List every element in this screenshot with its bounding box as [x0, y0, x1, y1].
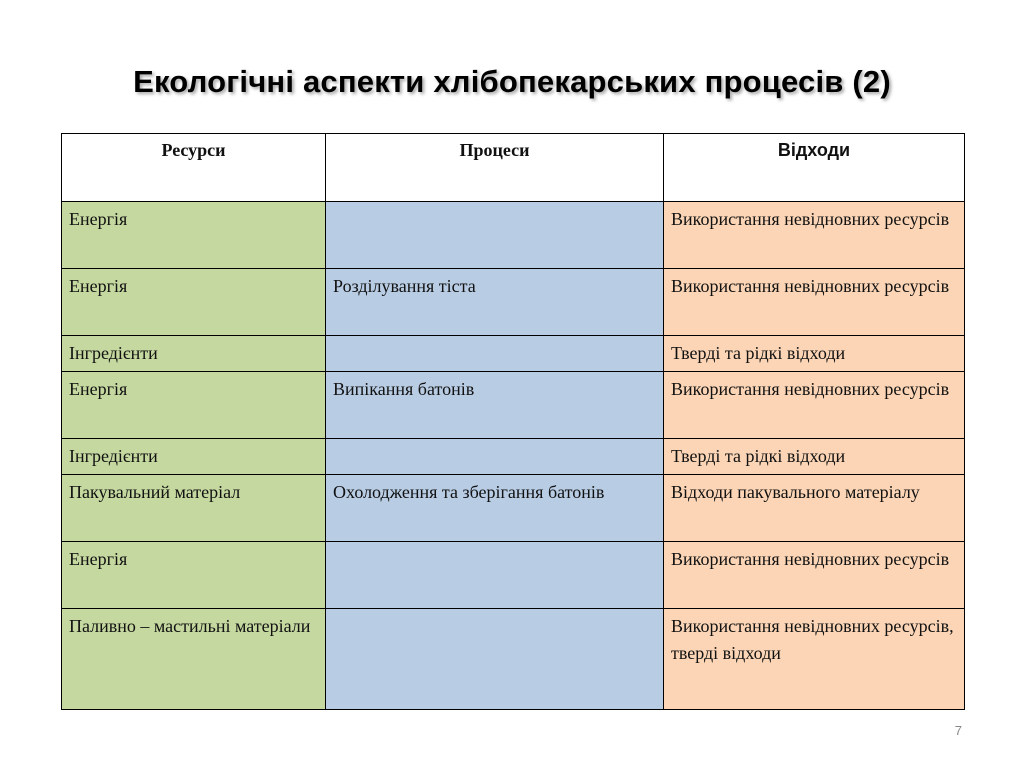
- table-row: [62, 202, 965, 269]
- cell-waste: Тверді та рідкі відходи: [664, 439, 965, 475]
- cell-waste: Використання невідновних ресурсів: [664, 542, 965, 609]
- cell-process: Розділування тіста: [326, 269, 664, 336]
- cell-resource: Інгредієнти: [62, 439, 326, 475]
- cell-process: Випікання батонів: [326, 372, 664, 439]
- table-row: [62, 439, 965, 475]
- cell-resource: Пакувальний матеріал: [62, 475, 326, 542]
- cell-resource: Енергія: [62, 372, 326, 439]
- cell-waste: Використання невідновних ресурсів: [664, 269, 965, 336]
- cell-waste: Використання невідновних ресурсів, тверді відходи: [664, 609, 965, 710]
- resources-processes-waste-table: [61, 133, 965, 710]
- table-header-row: [62, 134, 965, 202]
- header-waste: Відходи: [664, 134, 965, 202]
- cell-waste: Використання невідновних ресурсів: [664, 202, 965, 269]
- table-row: [62, 372, 965, 439]
- table-row: [62, 542, 965, 609]
- page-number: 7: [954, 723, 962, 738]
- cell-process: [326, 542, 664, 609]
- cell-resource: Енергія: [62, 202, 326, 269]
- cell-waste: Відходи пакувального матеріалу: [664, 475, 965, 542]
- table-row: [62, 336, 965, 372]
- cell-process: [326, 336, 664, 372]
- cell-process: [326, 202, 664, 269]
- cell-resource: Інгредієнти: [62, 336, 326, 372]
- cell-resource: Енергія: [62, 542, 326, 609]
- table-row: [62, 609, 965, 710]
- cell-process: [326, 609, 664, 710]
- cell-resource: Паливно – мастильні матеріали: [62, 609, 326, 710]
- header-processes: Процеси: [326, 134, 664, 202]
- slide-title: Екологічні аспекти хлібопекарських процесів (2): [133, 64, 891, 99]
- cell-process: [326, 439, 664, 475]
- cell-process: Охолодження та зберігання батонів: [326, 475, 664, 542]
- header-resources: Ресурси: [62, 134, 326, 202]
- table-row: [62, 475, 965, 542]
- cell-waste: Тверді та рідкі відходи: [664, 336, 965, 372]
- cell-waste: Використання невідновних ресурсів: [664, 372, 965, 439]
- table-row: [62, 269, 965, 336]
- cell-resource: Енергія: [62, 269, 326, 336]
